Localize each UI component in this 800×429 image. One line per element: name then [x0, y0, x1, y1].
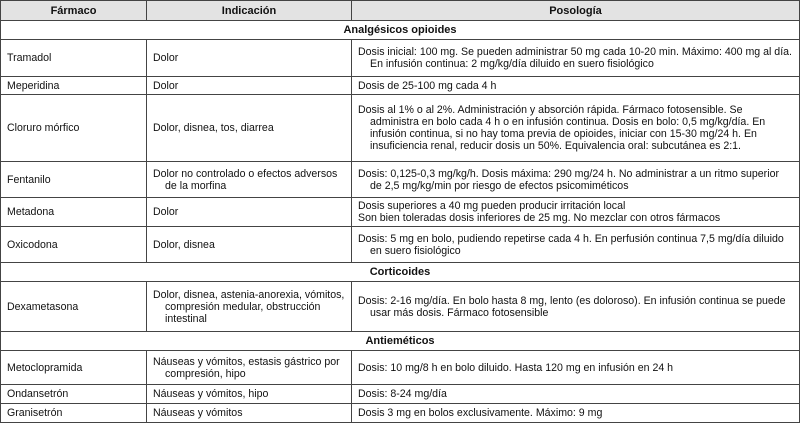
- cell-drug: Metadona: [1, 198, 147, 227]
- table-row-tramadol: [1, 40, 800, 77]
- table-row-granisetron: [1, 404, 800, 423]
- cell-indication: Náuseas y vómitos: [147, 404, 352, 423]
- section-title-analgesics: Analgésicos opioides: [1, 21, 800, 40]
- cell-indication: Dolor, disnea, tos, diarrea: [147, 95, 352, 162]
- cell-drug: Ondansetrón: [1, 385, 147, 404]
- cell-indication: Náuseas y vómitos, hipo: [147, 385, 352, 404]
- table-row-metadona: [1, 198, 800, 227]
- cell-drug: Dexametasona: [1, 282, 147, 332]
- cell-dosage: Dosis: 5 mg en bolo, pudiendo repetirse cada 4 h. En perfusión continua 7,5 mg/día diluido en suero fisiológico: [352, 227, 800, 263]
- cell-indication: Dolor: [147, 40, 352, 77]
- cell-dosage: Dosis: 0,125-0,3 mg/kg/h. Dosis máxima: 290 mg/24 h. No administrar a un ritmo superior de 2,5 mg/kg/min por riesgo de efectos psicomiméticos: [352, 162, 800, 198]
- cell-indication: Dolor, disnea, astenia-anorexia, vómitos, compresión medular, obstrucción intestinal: [147, 282, 352, 332]
- cell-indication: Dolor: [147, 77, 352, 95]
- header-indication: Indicación: [147, 1, 352, 21]
- cell-dosage: Dosis 3 mg en bolos exclusivamente. Máximo: 9 mg: [352, 404, 800, 423]
- cell-dosage: Dosis: 8-24 mg/día: [352, 385, 800, 404]
- cell-indication: Dolor no controlado o efectos adversos de la morfina: [147, 162, 352, 198]
- header-drug: Fármaco: [1, 1, 147, 21]
- table-row-metoclopramida: [1, 351, 800, 385]
- cell-drug: Cloruro mórfico: [1, 95, 147, 162]
- cell-dosage: Dosis al 1% o al 2%. Administración y absorción rápida. Fármaco fotosensible. Se administra en bolo cada 4 h o en infusión continua. Dosis en bolo: 0,5 mg/kg/día. En infusión continua, si no hay toma previa de opioides, iniciar con 15-30 mg/24 h. En insuficiencia renal, reducir dosis un 50%. Equivalencia oral: subcutánea es 2:1.: [352, 95, 800, 162]
- cell-drug: Meperidina: [1, 77, 147, 95]
- table-row-oxicodona: [1, 227, 800, 263]
- cell-drug: Granisetrón: [1, 404, 147, 423]
- header-dosage: Posología: [352, 1, 800, 21]
- section-row-antiemetics: [1, 332, 800, 351]
- section-title-corticoids: Corticoides: [1, 263, 800, 282]
- cell-indication: Náuseas y vómitos, estasis gástrico por compresión, hipo: [147, 351, 352, 385]
- table-row-ondansetron: [1, 385, 800, 404]
- section-row-corticoids: [1, 263, 800, 282]
- cell-dosage: Dosis: 10 mg/8 h en bolo diluido. Hasta 120 mg en infusión en 24 h: [352, 351, 800, 385]
- table-row-meperidina: [1, 77, 800, 95]
- cell-drug: Tramadol: [1, 40, 147, 77]
- dosage-line: Son bien toleradas dosis inferiores de 25 mg. No mezclar con otros fármacos: [358, 212, 721, 224]
- section-row-analgesics: [1, 21, 800, 40]
- cell-drug: Metoclopramida: [1, 351, 147, 385]
- cell-indication: Dolor, disnea: [147, 227, 352, 263]
- cell-drug: Oxicodona: [1, 227, 147, 263]
- table-row-cloruro-morfico: [1, 95, 800, 162]
- dosage-line: Dosis superiores a 40 mg pueden producir irritación local: [358, 200, 626, 212]
- cell-dosage: [352, 198, 800, 227]
- cell-dosage: Dosis: 2-16 mg/día. En bolo hasta 8 mg, lento (es doloroso). En infusión continua se puede usar más dosis. Fármaco fotosensible: [352, 282, 800, 332]
- cell-dosage: Dosis inicial: 100 mg. Se pueden administrar 50 mg cada 10-20 min. Máximo: 400 mg al día. En infusión continua: 2 mg/kg/día diluido en suero fisiológico: [352, 40, 800, 77]
- table-row-dexametasona: [1, 282, 800, 332]
- cell-drug: Fentanilo: [1, 162, 147, 198]
- header-row: [1, 1, 800, 21]
- section-title-antiemetics: Antieméticos: [1, 332, 800, 351]
- cell-indication: Dolor: [147, 198, 352, 227]
- table-row-fentanilo: [1, 162, 800, 198]
- cell-dosage: Dosis de 25-100 mg cada 4 h: [352, 77, 800, 95]
